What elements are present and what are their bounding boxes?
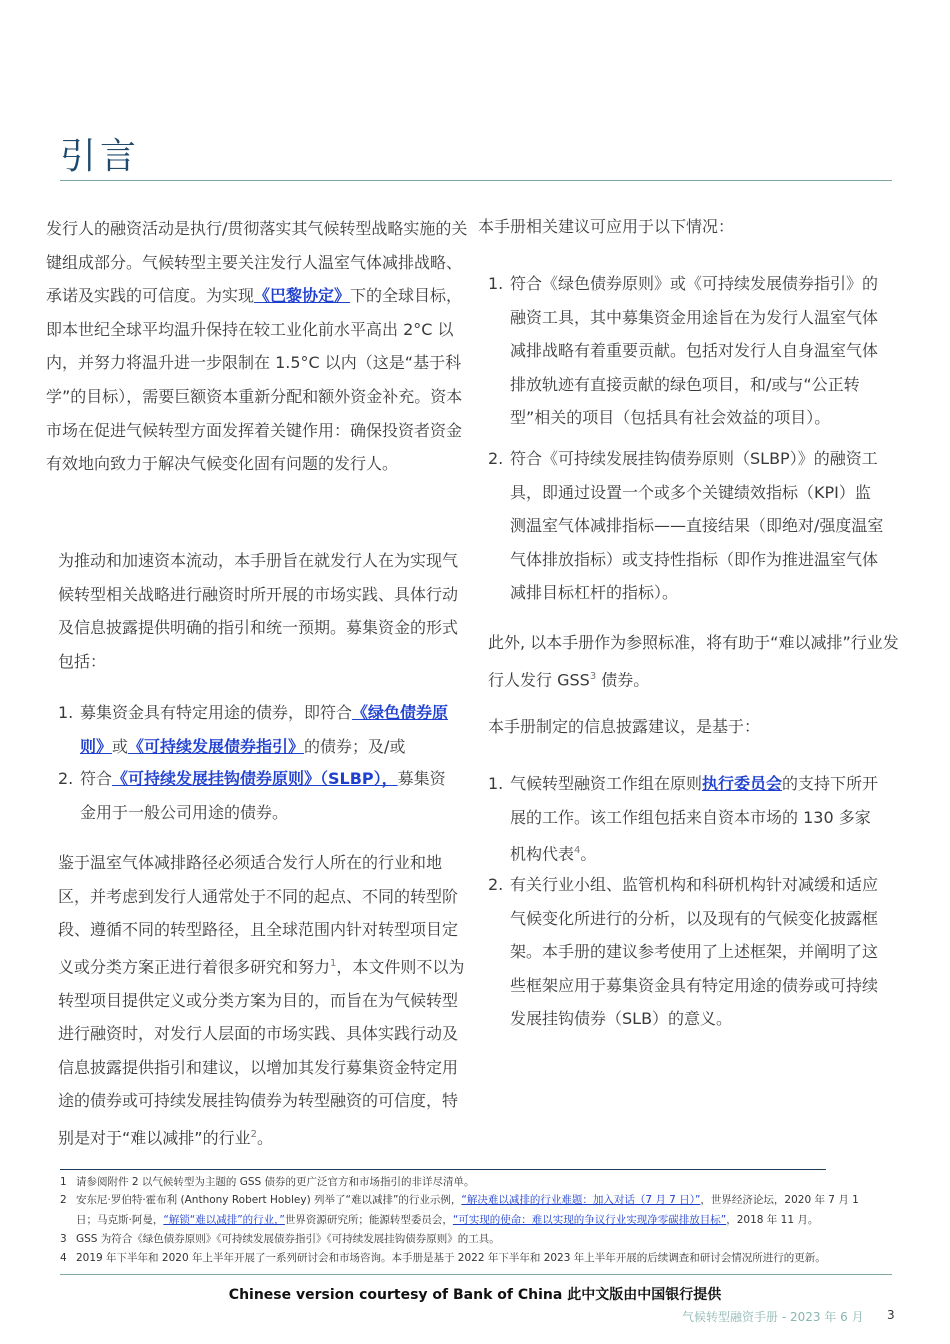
list-item xyxy=(58,762,468,830)
list-number: 1. xyxy=(488,774,504,793)
list-text-b: 的支持下所开展的工作。该工作组包括来自资本市场的 130 多家机构代表 xyxy=(510,774,879,864)
list-text-b: 的债券；及/或 xyxy=(304,736,406,756)
intro-text-b: 下的全球目标，即本世纪全球平均温升保持在较工业化前水平高出 2°C 以内，并努力将温升进一步限制在 1.5°C 以内（这是“基于科学”的目标），需要巨额资本重新分配和额外资金补充。资本市场在促进气候转型方面发挥着关键作用：确保投资者资金有效地向致力于解决气候变化固有问题的发行人。 xyxy=(46,286,463,474)
gss-text-a: 此外, 以本手册作为参照标准，将有助于“难以减排”行业发行人发行 GSS xyxy=(488,633,899,689)
footnote-text-a: 安东尼·罗伯特·霍布利 (Anthony Robert Hobley) 列举了“难以减排”的行业示例， xyxy=(76,1194,462,1206)
footnote-number: 2 xyxy=(60,1194,67,1206)
paris-agreement-link[interactable]: 《巴黎协定》 xyxy=(254,286,351,306)
list-number: 1. xyxy=(58,703,74,722)
footnote-divider xyxy=(60,1169,826,1170)
list-item-text xyxy=(80,762,452,829)
list-item xyxy=(488,868,892,1038)
title-divider xyxy=(60,180,892,181)
list-number: 2. xyxy=(58,769,74,788)
gss-paragraph xyxy=(488,626,906,697)
footnote-ref-1[interactable]: 1 xyxy=(330,957,337,969)
purpose-paragraph: 为推动和加速资本流动，本手册旨在就发行人在为实现气候转型相关战略进行融资时所开展的市场实践、具体行动及信息披露提供明确的指引和统一预期。募集资金的形式包括： xyxy=(58,551,459,671)
sustainability-bond-guidelines-link[interactable]: 《可持续发展债券指引》 xyxy=(128,736,305,756)
executive-committee-link[interactable]: 执行委员会 xyxy=(702,774,783,793)
list-text-a: 气候转型融资工作组在原则 xyxy=(510,774,703,793)
list-text-b: 募集资金用于一般公司用途的债券。 xyxy=(80,769,446,822)
list-item-text: 有关行业小组、监管机构和科研机构针对减缓和适应气候变化所进行的分析，以及现有的气候变化披露框架。本手册的建议参考使用了上述框架，并阐明了这些框架应用于募集资金具有特定用途的债券或可持续发展挂钩债券（SLB）的意义。 xyxy=(510,875,879,1029)
list-item-text xyxy=(80,696,452,763)
footnote-text: 2019 年下半年和 2020 年上半年开展了一系列研讨会和市场咨询。本手册是基于 2022 年下半年和 2023 年上半年开展的后续调查和研讨会情况所进行的更新。 xyxy=(76,1252,826,1264)
etc-report-link[interactable]: “可实现的使命：难以实现的争议行业实现净零碳排放目标” xyxy=(452,1214,727,1226)
footnote-text-d: ，2018 年 11 月。 xyxy=(726,1214,819,1226)
list-text-c: 。 xyxy=(580,844,597,864)
page-number: 3 xyxy=(887,1308,895,1322)
list-text-a: 募集资金具有特定用途的债券，即符合 xyxy=(80,703,353,722)
pathway-text-b: ，本文件则不以为转型项目提供定义或分类方案为目的，而旨在为气候转型进行融资时，对发行人层面的市场实践、具体实践行动及信息披露提供指引和建议，以增加其发行募集资金特定用途的债券或可持续发展挂钩债券为转型融资的可信度，特别是对于“难以减排”的行业 xyxy=(58,957,465,1148)
page-title: 引言 xyxy=(60,136,141,177)
courtesy-note: Chinese version courtesy of Bank of China 此中文版由中国银行提供 xyxy=(228,1287,722,1303)
wri-article-link[interactable]: “解锁“难以减排”的行业，” xyxy=(163,1214,285,1226)
list-item-text: 符合《可持续发展挂钩债券原则（SLBP）》的融资工具，即通过设置一个或多个关键绩效指标（KPI）监测温室气体减排指标——直接结果（即绝对/强度温室气体排放指标）或支持性指标（即作为推进温室气体减排目标杠杆的指标）。 xyxy=(510,449,884,603)
wef-article-link[interactable]: “解决难以减排的行业难题：加入对话（7 月 7 日）” xyxy=(461,1194,701,1206)
application-intro: 本手册相关建议可应用于以下情况： xyxy=(478,217,735,236)
disclosure-intro: 本手册制定的信息披露建议，是基于： xyxy=(488,717,761,736)
footer-title: 气候转型融资手册 - 2023 年 6 月 xyxy=(682,1310,864,1324)
footnote-text: GSS 为符合《绿色债券原则》《可持续发展债券指引》《可持续发展挂钩债券原则》的工具。 xyxy=(76,1233,500,1245)
slbp-link[interactable]: 《可持续发展挂钩债券原则》（SLBP）， xyxy=(112,769,398,788)
gss-text-b: 债券。 xyxy=(596,669,650,689)
list-number: 2. xyxy=(488,875,504,894)
pathway-text-a: 鉴于温室气体减排路径必须适合发行人所在的行业和地区，并考虑到发行人通常处于不同的起点、不同的转型阶段、遵循不同的转型路径，且全球范围内针对转型项目定义或分类方案正进行着很多研究和努力 xyxy=(58,853,459,977)
footnote-ref-4[interactable]: 4 xyxy=(574,845,581,857)
footnote-text-b: ，世界经济论坛，2020 年 7 月 1 日；马克斯·阿曼， xyxy=(76,1194,859,1226)
list-number: 2. xyxy=(488,449,504,468)
intro-paragraph xyxy=(46,212,468,481)
list-item xyxy=(58,696,468,764)
list-item-text: 符合《绿色债券原则》或《可持续发展债券指引》的融资工具，其中募集资金用途旨在为发行人温室气体减排战略有着重要贡献。包括对发行人自身温室气体排放轨迹有直接贡献的绿色项目，和/或与“公正转型”相关的项目（包括具有社会效益的项目）。 xyxy=(510,274,879,428)
footnote-ref-2[interactable]: 2 xyxy=(250,1129,257,1141)
footnote-number: 3 xyxy=(60,1233,67,1245)
list-item-text xyxy=(510,767,884,871)
list-item xyxy=(488,267,892,437)
green-bond-principles-link[interactable]: 《绿色债券原则》 xyxy=(80,703,449,756)
footer-divider xyxy=(60,1274,892,1275)
list-text-mid: 或 xyxy=(112,736,129,756)
pathway-text-c: 。 xyxy=(256,1128,273,1148)
footnote-text xyxy=(76,1190,882,1230)
list-item xyxy=(488,442,892,612)
footnote-number: 4 xyxy=(60,1252,67,1264)
pathway-paragraph xyxy=(58,846,468,1155)
list-item xyxy=(488,767,892,869)
list-text-a: 符合 xyxy=(80,769,113,788)
footnote-number: 1 xyxy=(60,1176,67,1188)
footnote-ref-3[interactable]: 3 xyxy=(589,670,597,682)
list-number: 1. xyxy=(488,274,504,293)
footnote-text: 请参阅附件 2 以气候转型为主题的 GSS 债券的更广泛官方和市场指引的非详尽清单。 xyxy=(76,1176,475,1188)
footnote-text-c: 世界资源研究所；能源转型委员会， xyxy=(284,1214,453,1226)
intro-text-a: 发行人的融资活动是执行/贯彻落实其气候转型战略实施的关键组成部分。气候转型主要关注发行人温室气体减排战略、承诺及实践的可信度。为实现 xyxy=(46,219,468,306)
